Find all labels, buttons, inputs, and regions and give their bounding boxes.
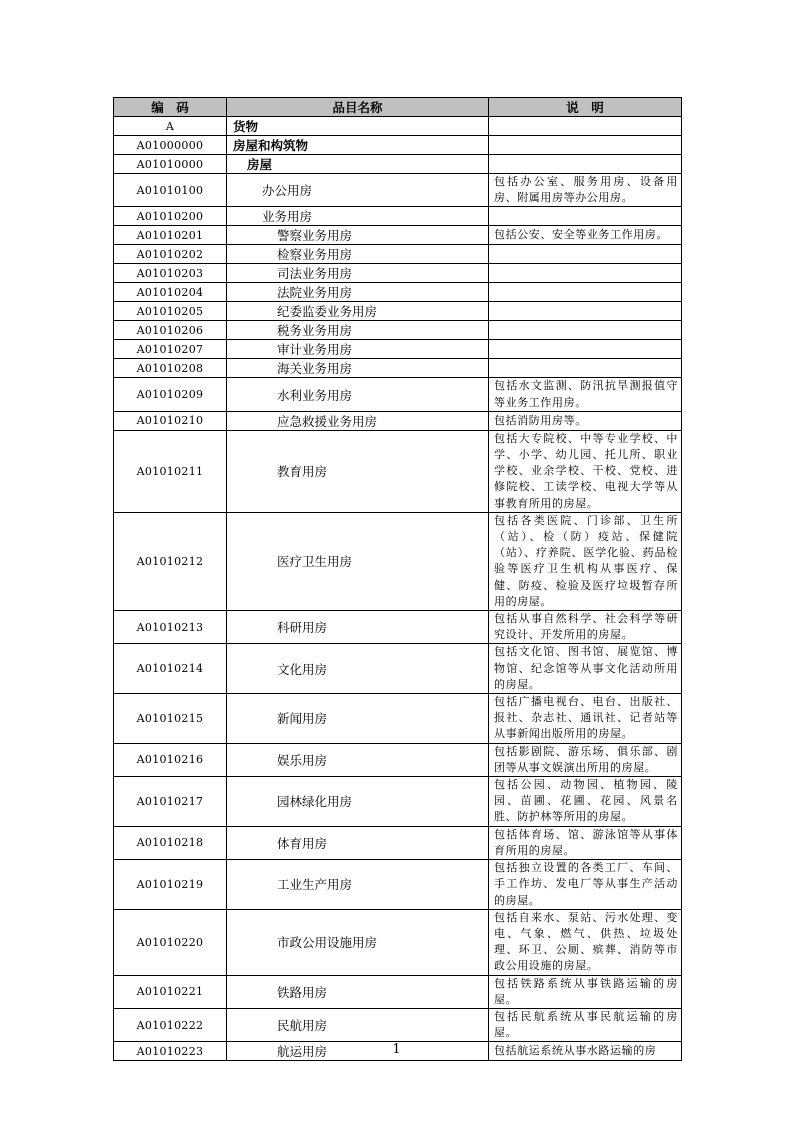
header-code: 编 码	[114, 98, 227, 117]
table-row	[114, 430, 682, 512]
item-name: 文化用房	[227, 644, 489, 694]
item-code: A01010223	[114, 1042, 227, 1061]
item-name: 审计业务用房	[227, 340, 489, 359]
item-description: 包括从事自然科学、社会科学等研究设计、开发所用的房屋。	[489, 611, 682, 644]
table-body	[114, 117, 682, 1061]
item-code: A01010215	[114, 694, 227, 744]
item-description: 包括各类医院、门诊部、卫生所（站）、检（防）疫站、保健院（站）、疗养院、医学化验、药品检验等医疗卫生机构从事医疗、保健、防疫、检验及医疗垃圾暂存所用的房屋。	[489, 512, 682, 610]
item-name: 办公用房	[227, 174, 489, 207]
item-description	[489, 155, 682, 174]
table-row	[114, 694, 682, 744]
item-name: 法院业务用房	[227, 283, 489, 302]
table-row	[114, 378, 682, 411]
item-code: A01010222	[114, 1008, 227, 1041]
item-code: A01010217	[114, 777, 227, 827]
item-code: A01010218	[114, 826, 227, 859]
table-row	[114, 321, 682, 340]
item-code: A01010208	[114, 359, 227, 378]
item-code: A01010214	[114, 644, 227, 694]
item-code: A01010213	[114, 611, 227, 644]
table-row	[114, 264, 682, 283]
item-description: 包括铁路系统从事铁路运输的房屋。	[489, 975, 682, 1008]
item-name: 货物	[227, 117, 489, 136]
item-code: A01000000	[114, 136, 227, 155]
item-name: 科研用房	[227, 611, 489, 644]
item-name: 娱乐用房	[227, 743, 489, 776]
item-code: A01010205	[114, 302, 227, 321]
table-row	[114, 644, 682, 694]
header-description: 说 明	[489, 98, 682, 117]
item-name: 新闻用房	[227, 694, 489, 744]
item-name: 教育用房	[227, 430, 489, 512]
item-name: 水利业务用房	[227, 378, 489, 411]
table-row	[114, 155, 682, 174]
item-description: 包括影剧院、游乐场、俱乐部、剧团等从事文娱演出所用的房屋。	[489, 743, 682, 776]
item-description: 包括办公室、服务用房、设备用房、附属用房等办公用房。	[489, 174, 682, 207]
item-code: A01010211	[114, 430, 227, 512]
item-code: A01010212	[114, 512, 227, 610]
item-description: 包括体育场、馆、游泳馆等从事体育所用的房屋。	[489, 826, 682, 859]
page-number: 1	[392, 1042, 401, 1057]
item-description: 包括大专院校、中等专业学校、中学、小学、幼儿园、托儿所、职业学校、业余学校、干校、党校、进修院校、工读学校、电视大学等从事教育所用的房屋。	[489, 430, 682, 512]
item-description: 包括自来水、泵站、污水处理、变电、气象、燃气、供热、垃圾处理、环卫、公厕、殡葬、消防等市政公用设施的房屋。	[489, 909, 682, 975]
table-row	[114, 207, 682, 226]
table-row	[114, 174, 682, 207]
item-code: A01010209	[114, 378, 227, 411]
table-row	[114, 826, 682, 859]
item-code: A01010219	[114, 860, 227, 910]
table-row	[114, 136, 682, 155]
item-description	[489, 136, 682, 155]
item-code: A01010200	[114, 207, 227, 226]
table-row	[114, 302, 682, 321]
item-code: A01010202	[114, 245, 227, 264]
item-description	[489, 302, 682, 321]
header-name: 品目名称	[227, 98, 489, 117]
table-row	[114, 411, 682, 430]
table-row	[114, 1008, 682, 1041]
item-description: 包括民航系统从事民航运输的房屋。	[489, 1008, 682, 1041]
table-row	[114, 245, 682, 264]
item-description	[489, 359, 682, 378]
item-description	[489, 117, 682, 136]
item-code: A01010000	[114, 155, 227, 174]
table-row	[114, 512, 682, 610]
item-description	[489, 264, 682, 283]
item-description	[489, 321, 682, 340]
item-code: A	[114, 117, 227, 136]
item-code: A01010100	[114, 174, 227, 207]
item-name: 房屋和构筑物	[227, 136, 489, 155]
table-row	[114, 226, 682, 245]
item-description	[489, 207, 682, 226]
item-name: 民航用房	[227, 1008, 489, 1041]
item-description: 包括广播电视台、电台、出版社、报社、杂志社、通讯社、记者站等从事新闻出版所用的房屋。	[489, 694, 682, 744]
item-name: 园林绿化用房	[227, 777, 489, 827]
item-description	[489, 245, 682, 264]
item-name: 司法业务用房	[227, 264, 489, 283]
table-row	[114, 777, 682, 827]
item-name: 医疗卫生用房	[227, 512, 489, 610]
table-row	[114, 860, 682, 910]
table-row	[114, 117, 682, 136]
item-description: 包括消防用房等。	[489, 411, 682, 430]
item-name: 航运用房	[227, 1042, 489, 1061]
item-name: 工业生产用房	[227, 860, 489, 910]
item-name: 纪委监委业务用房	[227, 302, 489, 321]
table-row	[114, 975, 682, 1008]
item-description: 包括航运系统从事水路运输的房	[489, 1042, 682, 1061]
item-code: A01010216	[114, 743, 227, 776]
catalog-table	[113, 97, 682, 1061]
item-code: A01010207	[114, 340, 227, 359]
item-code: A01010221	[114, 975, 227, 1008]
table-row	[114, 283, 682, 302]
item-description: 包括文化馆、图书馆、展览馆、博物馆、纪念馆等从事文化活动所用的房屋。	[489, 644, 682, 694]
item-name: 业务用房	[227, 207, 489, 226]
item-name: 铁路用房	[227, 975, 489, 1008]
table-row	[114, 909, 682, 975]
header-row	[114, 98, 682, 117]
item-code: A01010206	[114, 321, 227, 340]
item-code: A01010204	[114, 283, 227, 302]
item-name: 应急救援业务用房	[227, 411, 489, 430]
item-name: 税务业务用房	[227, 321, 489, 340]
item-name: 房屋	[227, 155, 489, 174]
item-code: A01010210	[114, 411, 227, 430]
item-description	[489, 340, 682, 359]
table-row	[114, 611, 682, 644]
item-name: 海关业务用房	[227, 359, 489, 378]
item-description: 包括公安、安全等业务工作用房。	[489, 226, 682, 245]
item-name: 市政公用设施用房	[227, 909, 489, 975]
table-row	[114, 743, 682, 776]
item-description	[489, 283, 682, 302]
item-code: A01010203	[114, 264, 227, 283]
item-name: 体育用房	[227, 826, 489, 859]
item-description: 包括公园、动物园、植物园、陵园、苗圃、花圃、花园、风景名胜、防护林等所用的房屋。	[489, 777, 682, 827]
item-description: 包括水文监测、防汛抗旱测报值守等业务工作用房。	[489, 378, 682, 411]
item-code: A01010220	[114, 909, 227, 975]
table-row	[114, 340, 682, 359]
item-code: A01010201	[114, 226, 227, 245]
item-name: 检察业务用房	[227, 245, 489, 264]
table-row	[114, 359, 682, 378]
item-name: 警察业务用房	[227, 226, 489, 245]
item-description: 包括独立设置的各类工厂、车间、手工作坊、发电厂等从事生产活动的房屋。	[489, 860, 682, 910]
